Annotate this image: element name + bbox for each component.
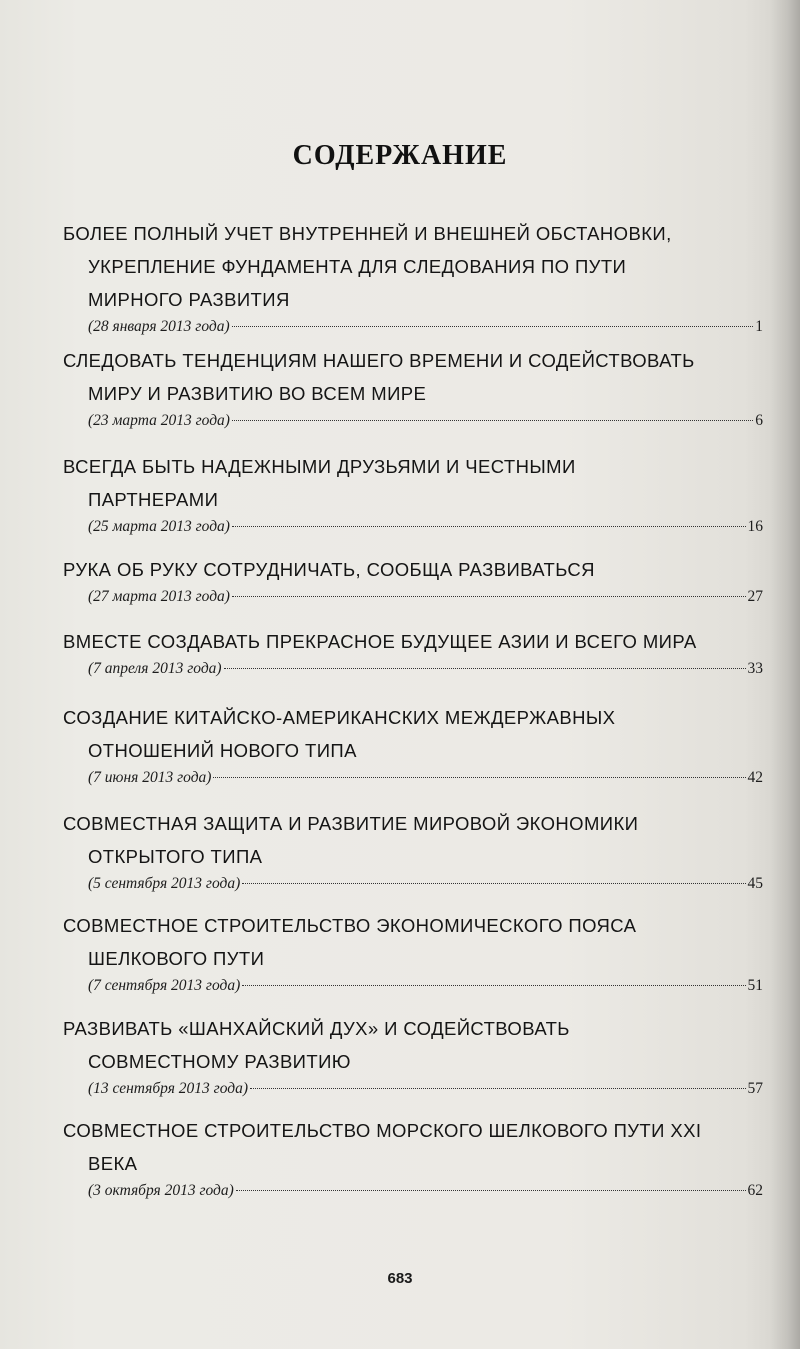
toc-entry-date: (27 марта 2013 года)	[88, 588, 230, 605]
toc-entry-page: 16	[747, 518, 763, 535]
toc-entry	[63, 909, 763, 997]
toc-entry-title-line: СОВМЕСТНОЕ СТРОИТЕЛЬСТВО ЭКОНОМИЧЕСКОГО ПОЯСА	[63, 915, 637, 936]
page-number: 683	[387, 1270, 413, 1287]
toc-entry-title-line: ВЕКА	[88, 1153, 138, 1174]
toc-entry-title-line: ОТКРЫТОГО ТИПА	[88, 846, 263, 867]
toc-entry-date-row	[88, 410, 763, 432]
toc-entry-page: 57	[747, 1080, 763, 1097]
toc-entry	[63, 344, 763, 432]
toc-entry	[63, 450, 763, 538]
toc-entry-title-line: РАЗВИВАТЬ «ШАНХАЙСКИЙ ДУХ» И СОДЕЙСТВОВАТЬ	[63, 1018, 570, 1039]
toc-entry-page: 51	[747, 977, 763, 994]
toc-entry-title-line: ОТНОШЕНИЙ НОВОГО ТИПА	[88, 740, 357, 761]
dot-leader	[224, 668, 746, 669]
toc-entry	[63, 625, 763, 680]
toc-entry	[63, 701, 763, 789]
dot-leader	[242, 985, 745, 986]
toc-entry-date: (3 октября 2013 года)	[88, 1182, 234, 1199]
toc-entry-page: 42	[747, 769, 763, 786]
toc-entry	[63, 553, 763, 608]
toc-entry-title	[63, 807, 763, 873]
toc-entry-title	[63, 450, 763, 516]
toc-entry-date-row	[88, 586, 763, 608]
toc-entry	[63, 807, 763, 895]
toc-entry	[63, 217, 763, 338]
toc-entry-title-line: ВСЕГДА БЫТЬ НАДЕЖНЫМИ ДРУЗЬЯМИ И ЧЕСТНЫМИ	[63, 456, 576, 477]
toc-entry-title-line: ВМЕСТЕ СОЗДАВАТЬ ПРЕКРАСНОЕ БУДУЩЕЕ АЗИИ И ВСЕГО МИРА	[63, 631, 697, 652]
toc-entry-date-row	[88, 516, 763, 538]
toc-entry-page: 6	[755, 412, 763, 429]
dot-leader	[232, 326, 754, 327]
toc-entry-date-row	[88, 873, 763, 895]
toc-entry	[63, 1114, 763, 1202]
toc-entry	[63, 1012, 763, 1100]
toc-entry-title-line: УКРЕПЛЕНИЕ ФУНДАМЕНТА ДЛЯ СЛЕДОВАНИЯ ПО ПУТИ	[88, 256, 627, 277]
toc-entry-title-line: ШЕЛКОВОГО ПУТИ	[88, 948, 265, 969]
toc-entry-title	[63, 625, 763, 658]
toc-entry-date-row	[88, 1078, 763, 1100]
toc-entry-title	[63, 217, 763, 316]
toc-entry-date: (5 сентября 2013 года)	[88, 875, 241, 892]
spine-shadow	[770, 0, 800, 1349]
toc-entry-date: (13 сентября 2013 года)	[88, 1080, 249, 1097]
toc-entry-title	[63, 701, 763, 767]
toc-entry-page: 62	[747, 1182, 763, 1199]
toc-entry-title-line: МИРНОГО РАЗВИТИЯ	[88, 289, 290, 310]
dot-leader	[242, 883, 745, 884]
toc-entry-title-line: СОВМЕСТНАЯ ЗАЩИТА И РАЗВИТИЕ МИРОВОЙ ЭКОНОМИКИ	[63, 813, 639, 834]
toc-entry-date-row	[88, 767, 763, 789]
toc-entry-page: 1	[755, 318, 763, 335]
toc-entry-title	[63, 909, 763, 975]
toc-entry-title	[63, 1012, 763, 1078]
toc-entry-title-line: СОЗДАНИЕ КИТАЙСКО-АМЕРИКАНСКИХ МЕЖДЕРЖАВНЫХ	[63, 707, 616, 728]
toc-entry-page: 27	[747, 588, 763, 605]
page-title: СОДЕРЖАНИЕ	[292, 140, 508, 171]
toc-entry-title	[63, 1114, 763, 1180]
toc-entry-title	[63, 553, 763, 586]
toc-entry-date-row	[88, 316, 763, 338]
dot-leader	[213, 777, 745, 778]
toc-entry-date: (7 июня 2013 года)	[88, 769, 212, 786]
toc-entry-title-line: БОЛЕЕ ПОЛНЫЙ УЧЕТ ВНУТРЕННЕЙ И ВНЕШНЕЙ ОБСТАНОВКИ,	[63, 223, 672, 244]
toc-entry-title-line: СЛЕДОВАТЬ ТЕНДЕНЦИЯМ НАШЕГО ВРЕМЕНИ И СОДЕЙСТВОВАТЬ	[63, 350, 695, 371]
dot-leader	[232, 420, 753, 421]
toc-entry-title-line: СОВМЕСТНОЕ СТРОИТЕЛЬСТВО МОРСКОГО ШЕЛКОВОГО ПУТИ XXI	[63, 1120, 702, 1141]
toc-entry-date-row	[88, 975, 763, 997]
toc-entry-title-line: РУКА ОБ РУКУ СОТРУДНИЧАТЬ, СООБЩА РАЗВИВАТЬСЯ	[63, 559, 595, 580]
toc-entry-date: (23 марта 2013 года)	[88, 412, 230, 429]
toc-entry-date-row	[88, 658, 763, 680]
dot-leader	[232, 596, 746, 597]
toc-entry-title	[63, 344, 763, 410]
dot-leader	[250, 1088, 745, 1089]
toc-entry-date-row	[88, 1180, 763, 1202]
toc-entry-date: (7 апреля 2013 года)	[88, 660, 222, 677]
toc-entry-title-line: ПАРТНЕРАМИ	[88, 489, 219, 510]
toc-entry-date: (25 марта 2013 года)	[88, 518, 230, 535]
toc-entry-page: 45	[747, 875, 763, 892]
dot-leader	[236, 1190, 746, 1191]
dot-leader	[232, 526, 746, 527]
toc-entry-page: 33	[747, 660, 763, 677]
toc-entry-title-line: МИРУ И РАЗВИТИЮ ВО ВСЕМ МИРЕ	[88, 383, 427, 404]
toc-entry-date: (7 сентября 2013 года)	[88, 977, 241, 994]
toc-entry-title-line: СОВМЕСТНОМУ РАЗВИТИЮ	[88, 1051, 351, 1072]
toc-entry-date: (28 января 2013 года)	[88, 318, 230, 335]
